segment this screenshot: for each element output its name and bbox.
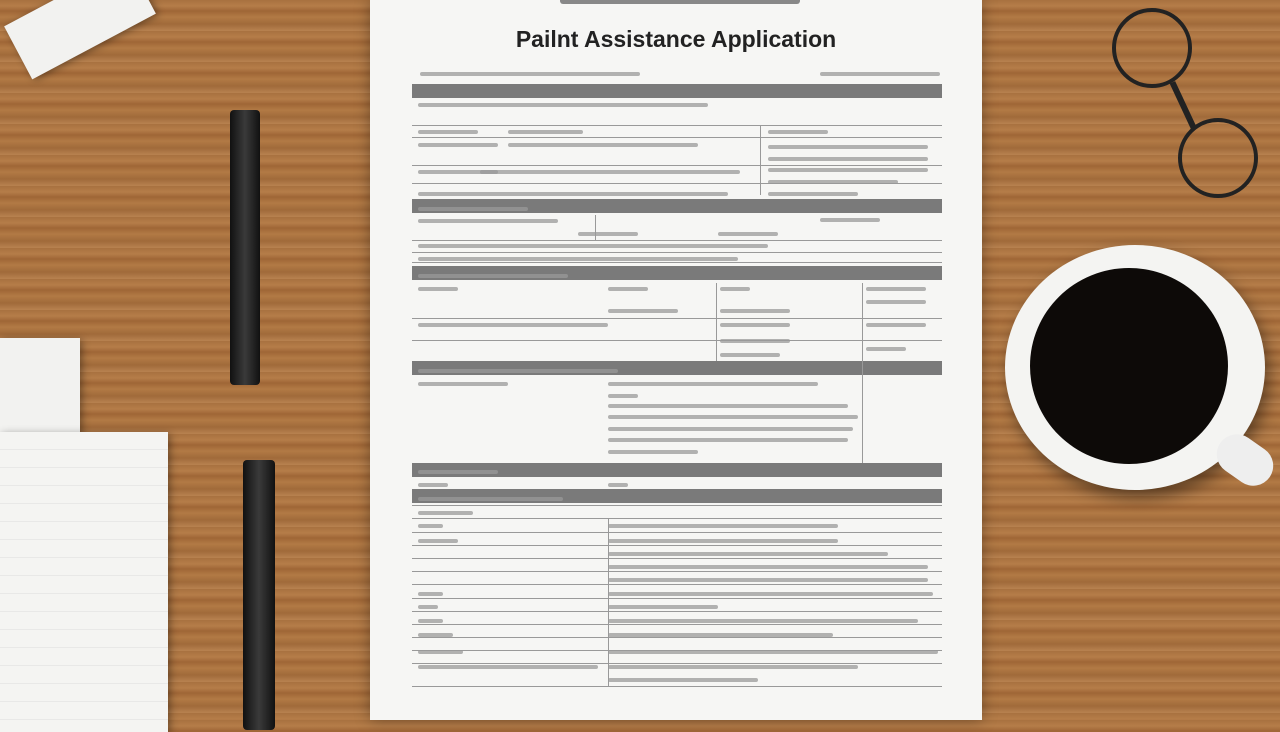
illegible-text xyxy=(418,539,458,543)
illegible-text xyxy=(418,323,608,327)
illegible-text xyxy=(768,145,928,149)
illegible-text xyxy=(418,192,728,196)
illegible-text xyxy=(508,130,583,134)
form-rule xyxy=(412,545,942,546)
illegible-text xyxy=(418,633,453,637)
illegible-text xyxy=(418,650,463,654)
illegible-text xyxy=(480,170,740,174)
form-rule xyxy=(412,611,942,612)
illegible-text xyxy=(608,633,833,637)
notebook-top xyxy=(4,0,156,79)
illegible-text xyxy=(418,369,618,373)
illegible-text xyxy=(820,218,880,222)
application-form xyxy=(370,0,982,720)
illegible-text xyxy=(720,323,790,327)
illegible-text xyxy=(418,497,563,501)
illegible-text xyxy=(418,274,568,278)
form-rule xyxy=(412,663,942,664)
illegible-text xyxy=(866,347,906,351)
illegible-text xyxy=(720,309,790,313)
illegible-text xyxy=(608,287,648,291)
form-rule xyxy=(412,240,942,241)
illegible-text xyxy=(418,470,498,474)
illegible-text xyxy=(420,72,640,76)
illegible-text xyxy=(608,404,848,408)
illegible-text xyxy=(720,287,750,291)
illegible-text xyxy=(608,438,848,442)
glasses-lens-right xyxy=(1178,118,1258,198)
illegible-text xyxy=(608,552,888,556)
illegible-text xyxy=(768,192,858,196)
illegible-text xyxy=(718,232,778,236)
form-title: Pailnt Assistance Application xyxy=(515,26,837,52)
form-rule xyxy=(412,558,942,559)
illegible-text xyxy=(608,450,698,454)
illegible-text xyxy=(720,339,790,343)
form-rule xyxy=(412,637,942,638)
form-column-divider xyxy=(595,215,596,240)
form-rule xyxy=(412,598,942,599)
form-column-divider xyxy=(760,125,761,195)
illegible-text xyxy=(866,287,926,291)
illegible-text xyxy=(418,244,768,248)
form-rule xyxy=(412,262,942,263)
illegible-text xyxy=(768,130,828,134)
illegible-text xyxy=(418,287,458,291)
illegible-text xyxy=(608,309,678,313)
form-rule xyxy=(412,571,942,572)
form-rule xyxy=(412,252,942,253)
illegible-text xyxy=(608,394,638,398)
pen xyxy=(230,110,260,385)
illegible-text xyxy=(418,483,448,487)
illegible-text xyxy=(608,578,928,582)
illegible-text xyxy=(508,143,698,147)
illegible-text xyxy=(866,323,926,327)
illegible-text xyxy=(608,539,838,543)
form-column-divider xyxy=(862,283,863,463)
form-rule xyxy=(412,624,942,625)
illegible-text xyxy=(608,415,858,419)
illegible-text xyxy=(418,619,443,623)
illegible-text xyxy=(418,130,478,134)
illegible-text xyxy=(418,524,443,528)
illegible-text xyxy=(608,678,758,682)
section-header-bar xyxy=(412,84,942,98)
illegible-text xyxy=(608,565,928,569)
illegible-text xyxy=(578,232,638,236)
form-rule xyxy=(412,518,942,519)
glasses-bridge xyxy=(1170,81,1197,129)
illegible-text xyxy=(608,427,853,431)
illegible-text xyxy=(608,592,933,596)
illegible-text xyxy=(608,483,628,487)
illegible-text xyxy=(418,511,473,515)
form-rule xyxy=(412,165,942,166)
coffee xyxy=(1030,268,1228,464)
illegible-text xyxy=(768,180,898,184)
illegible-text xyxy=(866,300,926,304)
illegible-text xyxy=(608,619,918,623)
illegible-text xyxy=(418,207,528,211)
illegible-text xyxy=(418,382,508,386)
form-rule xyxy=(412,137,942,138)
illegible-text xyxy=(418,605,438,609)
illegible-text xyxy=(608,524,838,528)
illegible-text xyxy=(418,592,443,596)
glasses-lens-left xyxy=(1112,8,1192,88)
illegible-text xyxy=(418,219,558,223)
illegible-text xyxy=(418,257,738,261)
spiral-notebook xyxy=(0,432,168,732)
form-column-divider xyxy=(716,283,717,361)
illegible-text xyxy=(720,353,780,357)
illegible-text xyxy=(608,650,938,654)
illegible-text xyxy=(768,168,928,172)
illegible-text xyxy=(608,605,718,609)
form-rule xyxy=(412,505,942,506)
illegible-text xyxy=(418,665,598,669)
fountain-pen xyxy=(243,460,275,730)
form-rule xyxy=(412,686,942,687)
clipboard-clip xyxy=(560,0,800,4)
illegible-text xyxy=(418,143,498,147)
illegible-text xyxy=(418,103,708,107)
form-rule xyxy=(412,125,942,126)
illegible-text xyxy=(768,157,928,161)
form-column-divider xyxy=(608,518,609,686)
illegible-text xyxy=(820,72,940,76)
form-rule xyxy=(412,584,942,585)
form-rule xyxy=(412,532,942,533)
illegible-text xyxy=(608,382,818,386)
illegible-text xyxy=(608,665,858,669)
